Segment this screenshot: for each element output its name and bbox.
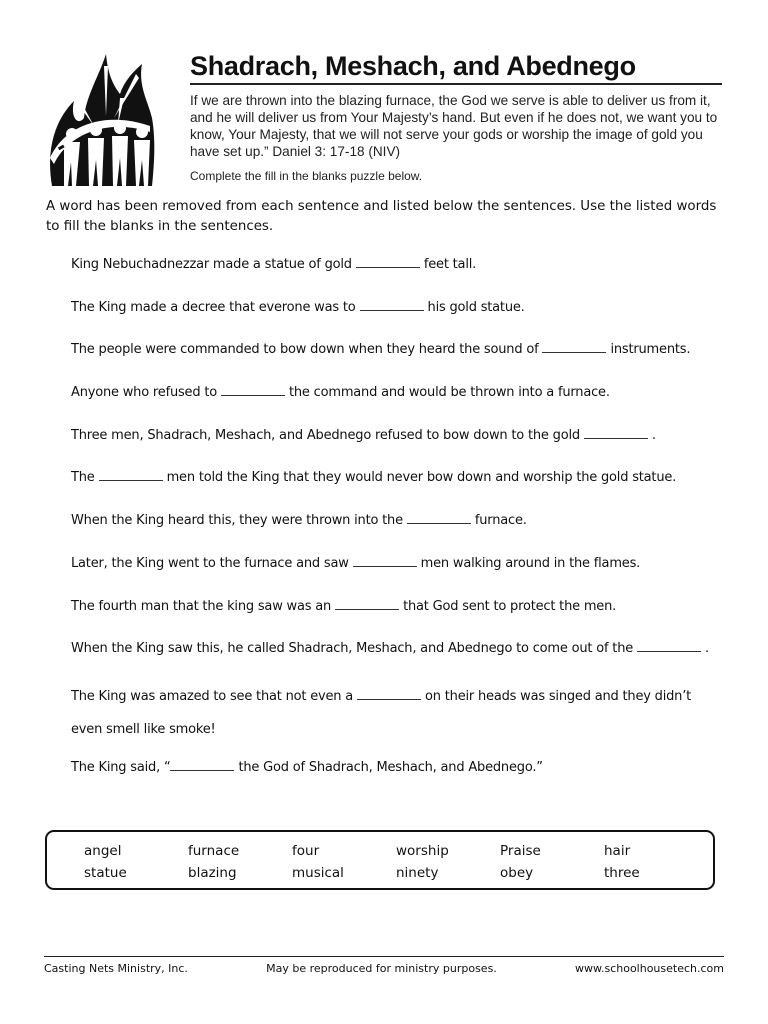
word-bank-word: worship [396,843,449,859]
scripture-quote: If we are thrown into the blazing furnace, the God we serve is able to deliver us from it, and he will deliver us from Your Majesty’s hand. But even if he does not, we want you to know, Your Majesty, that we will not serve your gods or worship the image of gold you have set up.” Daniel 3: 17-18 (NIV) [190,93,718,159]
sentence-before: Later, the King went to the furnace and saw [71,555,349,571]
sentence-item [71,381,751,424]
sentence-before: The King was amazed to see that not even a [71,688,354,704]
sentence-after: men told the King that they would never bow down and worship the gold statue. [166,470,677,486]
sentence-item [71,253,751,296]
word-bank-word: ninety [396,865,439,881]
fill-blank[interactable] [360,298,424,311]
sentence-after: . [705,641,709,657]
fill-blank[interactable] [584,426,648,439]
sentence-before: The [71,470,95,486]
fill-blank[interactable] [99,468,163,481]
instructions-paragraph: A word has been removed from each sentence and listed below the sentences. Use the listed words to fill the blanks in the sentences. [46,199,717,234]
word-bank-word: Praise [500,843,541,859]
word-bank-word: furnace [188,843,240,859]
furnace-men-illustration [44,46,156,186]
fill-blank[interactable] [407,511,471,524]
fill-blank[interactable] [357,687,421,700]
sentence-before: When the King saw this, he called Shadrach, Meshach, and Abednego to come out of the [71,641,634,657]
sentence-before: Anyone who refused to [71,385,217,401]
sentence-after: feet tall. [423,257,477,272]
sentence-item [71,595,751,638]
sentence-after: the command and would be thrown into a furnace. [289,385,610,401]
word-bank-word: three [604,865,640,881]
sentence-item [71,756,751,799]
fill-blank[interactable] [637,639,701,652]
sentence-before: The King made a decree that everone was to [71,299,356,315]
word-bank-word: statue [84,865,127,881]
fill-blank[interactable] [353,554,417,567]
sentence-item [71,424,751,467]
fill-blank[interactable] [335,597,399,610]
fill-blank[interactable] [221,383,285,396]
page-footer [44,962,724,975]
sentence-after: on their heads was singed and they didn’t even smell like smoke! [71,688,692,737]
footer-website: www.schoolhousetech.com [574,962,724,975]
sentence-item [71,552,751,595]
footer-permission: May be reproduced for ministry purposes. [266,962,497,975]
word-bank-word: angel [84,843,122,859]
word-bank-word: hair [604,843,631,859]
sentence-after: instruments. [610,342,691,358]
sentence-item [71,338,751,381]
sentence-list [71,253,751,799]
word-bank-grid [84,843,708,887]
puzzle-instruction: Complete the fill in the blanks puzzle below. [190,169,423,183]
sentence-before: When the King heard this, they were thrown into the [71,513,403,529]
footer-divider [44,956,724,957]
sentence-before: The people were commanded to bow down when they heard the sound of [71,342,539,358]
word-bank-word: musical [292,865,344,881]
sentence-after: that God sent to protect the men. [403,598,617,614]
sentence-item [71,296,751,339]
sentence-after: the God of Shadrach, Meshach, and Abednego.” [238,759,543,775]
sentence-item [71,509,751,552]
sentence-item [71,466,751,509]
sentence-before: The King said, “ [71,759,171,775]
sentence-after: . [651,427,656,443]
footer-publisher: Casting Nets Ministry, Inc. [44,962,188,975]
sentence-item [71,680,711,756]
sentence-item [71,637,751,680]
word-bank-word: blazing [188,865,237,881]
word-bank [45,830,715,890]
sentence-before: King Nebuchadnezzar made a statue of gold [71,257,352,272]
word-bank-word: four [292,843,320,859]
sentence-after: furnace. [474,513,527,529]
word-bank-word: obey [500,865,534,881]
fill-blank[interactable] [542,340,606,353]
fill-blank[interactable] [356,255,420,268]
sentence-after: his gold statue. [427,299,525,315]
page-title: Shadrach, Meshach, and Abednego [190,50,722,85]
fill-blank[interactable] [170,758,234,771]
sentence-after: men walking around in the flames. [420,555,641,571]
sentence-before: The fourth man that the king saw was an [71,598,332,614]
sentence-before: Three men, Shadrach, Meshach, and Abednego refused to bow down to the gold [71,427,580,443]
